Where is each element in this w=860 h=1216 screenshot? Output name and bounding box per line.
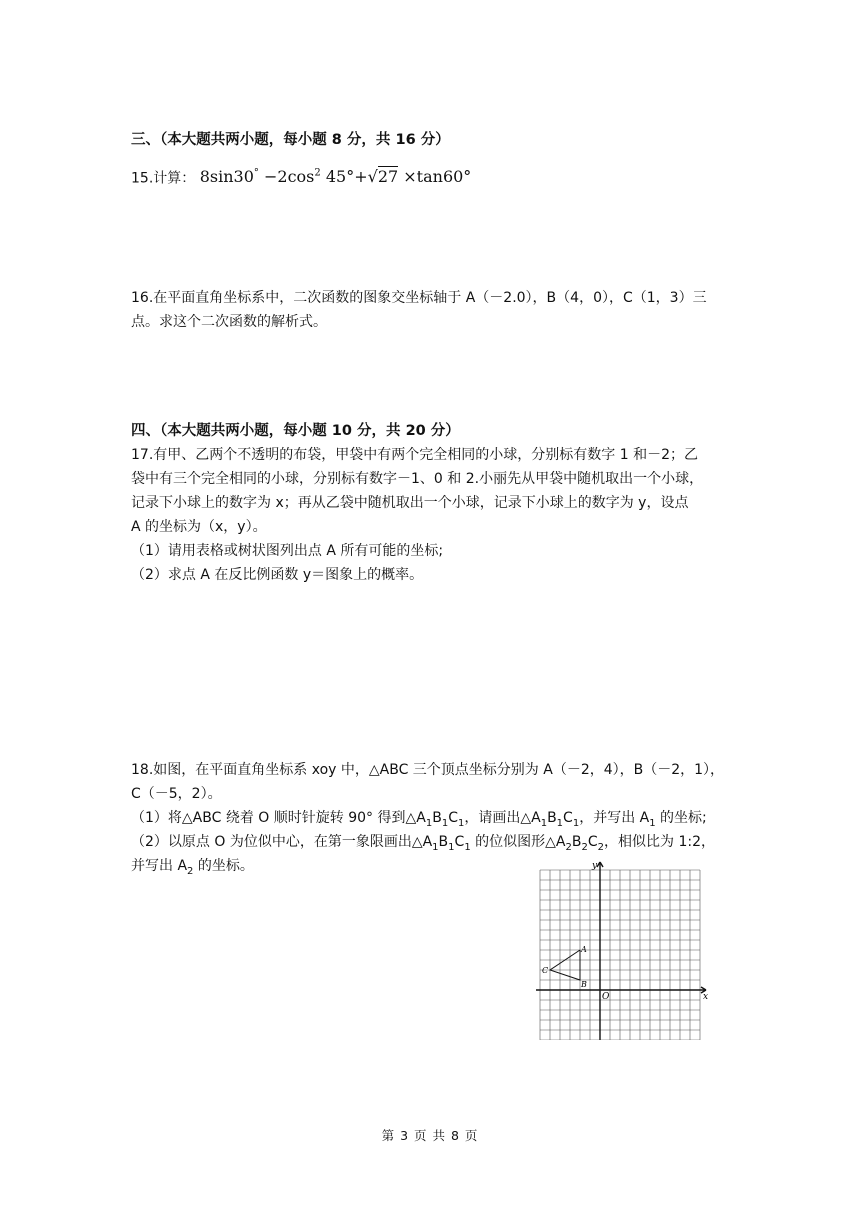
page-footer: 第 3 页 共 8 页: [381, 1128, 479, 1143]
axis-label-y: y: [592, 861, 598, 871]
vertex-label-b: B: [581, 980, 587, 989]
question-18-last-line: 并写出 $A_2$ 的坐标。: [131, 858, 254, 877]
vertex-label-a: A: [581, 945, 587, 954]
grid-lines: [540, 870, 700, 1040]
origin-label: O: [602, 992, 610, 1002]
question-18-line-1: 18.如图，在平面直角坐标系 xoy 中，△ABC 三个顶点坐标分别为 A（－2，4），B（－2，1），: [131, 762, 725, 778]
question-15-expression: $8\sin 30^\circ -2\cos^2$ 45°+√27 ×tan60°: [199, 167, 472, 187]
question-18-line-2: C（－5，2）。: [131, 786, 222, 802]
axes: [536, 862, 709, 1040]
question-17-line-1: 17.有甲、乙两个不透明的布袋，甲袋中有两个完全相同的小球，分别标有数字 1 和－2；乙: [131, 447, 698, 463]
section-4-heading: 四、（本大题共两小题，每小题 10 分，共 20 分）: [131, 423, 460, 439]
section-3-heading: 三、（本大题共两小题，每小题 8 分，共 16 分）: [131, 132, 450, 148]
vertex-label-c: C: [542, 966, 549, 975]
question-18-sub-2: （2）以原点 O 为位似中心，在第一象限画出$\triangle A_1B_1C_1$ 的位似图形$\triangle A_2B_2C_2$，相似比为 1:2，: [131, 834, 715, 853]
sqrt-sign: √: [367, 167, 378, 187]
question-15-prefix: 15.计算：: [131, 170, 196, 187]
question-17-sub-2: （2）求点 A 在反比例函数 y＝图象上的概率。: [131, 567, 424, 583]
coordinate-grid-figure: [530, 858, 720, 1040]
question-15: [131, 162, 471, 190]
question-16-line-2: 点。求这个二次函数的解析式。: [131, 314, 327, 330]
question-17-sub-1: （1）请用表格或树状图列出点 A 所有可能的坐标;: [131, 543, 444, 559]
question-17-line-2: 袋中有三个完全相同的小球，分别标有数字－1、0 和 2.小丽先从甲袋中随机取出一个小球，: [131, 471, 704, 487]
triangle-abc: [550, 950, 580, 980]
question-16-line-1: 16.在平面直角坐标系中，二次函数的图象交坐标轴于 A（－2.0），B（4，0），C（1，3）三: [131, 290, 707, 306]
question-17-line-4: A 的坐标为（x，y）。: [131, 519, 267, 535]
axis-label-x: x: [703, 992, 709, 1002]
question-17-line-3: 记录下小球上的数字为 x；再从乙袋中随机取出一个小球，记录下小球上的数字为 y，设点: [131, 495, 689, 511]
question-18-sub-1: （1）将△ABC 绕着 O 顺时针旋转 90° 得到$\triangle A_1B_1C_1$，请画出$\triangle A_1B_1C_1$，并写出 $A_1$ 的坐标;: [131, 810, 707, 829]
